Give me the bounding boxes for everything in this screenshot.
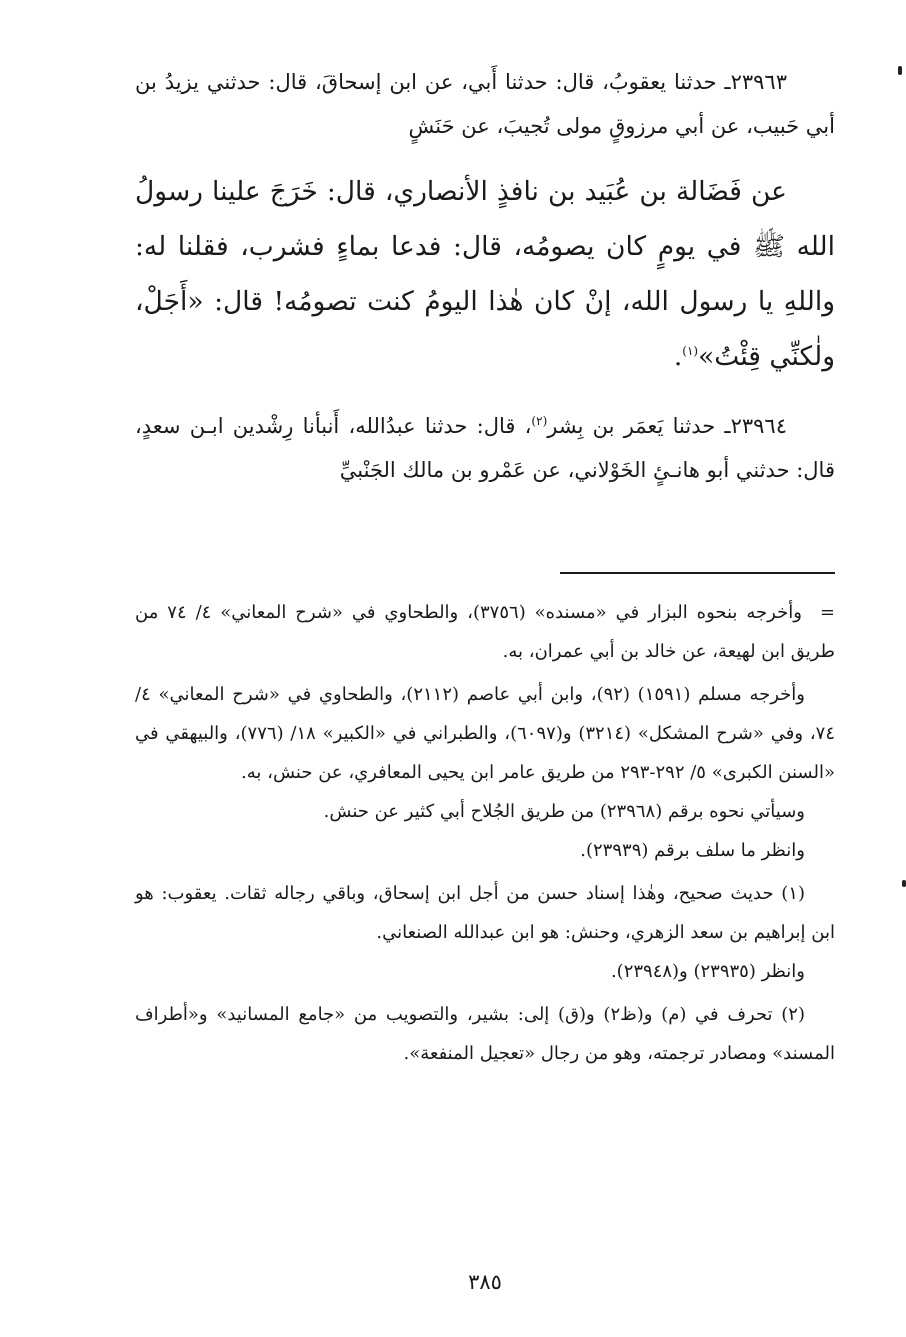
footnote-continuation-1 [135,593,835,671]
margin-mark [902,880,906,887]
footnote-continuation-line: وأخرجه بنحوه البزار في «مسنده» (٣٧٥٦)، والطحاوي في «شرح المعاني» ٤/ ٧٤ من طريق ابن لهيعة، عن خالد بن أبي عمران، به. [135,602,835,662]
hadith-23963-chain: ٢٣٩٦٣ـ حدثنا يعقوبُ، قال: حدثنا أَبي، عن ابن إسحاقَ، قال: حدثني يزيدُ بن أبي حَبيب، عن أبي مرزوقٍ مولى تُجيبَ، عن حَنَشٍ [135,70,835,138]
margin-mark [898,66,902,75]
page-number: ٣٨٥ [468,1270,502,1294]
footnote-mark-1: (١) [682,344,699,359]
hadith-23963-text [135,164,835,384]
footnote-divider [560,572,835,574]
footnote-1: (١) حديث صحيح، وهٰذا إسناد حسن من أجل ابن إسحاق، وباقي رجاله ثقات. يعقوب: هو ابن إبراهيم بن سعد الزهري، وحنش: هو ابن عبدالله الصنعاني. [135,883,835,943]
footnote-1-see-also: وانظر (٢٣٩٣٥) و(٢٣٩٤٨). [610,961,805,982]
footnote-continuation-3: وسيأتي نحوه برقم (٢٣٩٦٨) من طريق الجُلاح أبي كثير عن حنش. [323,801,805,822]
hadith-23963-matn: عن فَضَالة بن عُبَيد بن نافذٍ الأنصاري، قال: خَرَجَ علينا رسولُ الله ﷺ في يومٍ كان يصومُه، قال: فدعا بماءٍ فشرب، فقلنا له: واللهِ يا رسول الله، إنْ كان هٰذا اليومُ كنت تصومُه! قال: «أَجَلْ، ولٰكنِّي قِئْتُ» [135,176,835,372]
hadith-23963-end: . [673,341,683,372]
continuation-mark: = [819,602,835,623]
book-page [135,60,835,1294]
hadith-23964-chain [135,404,835,492]
hadith-23964-start: ٢٣٩٦٤ـ حدثنا يَعمَر بن بِشر [547,414,787,438]
footnote-2: (٢) تحرف في (م) و(ظ٢) و(ق) إلى: بشير، والتصويب من «جامع المسانيد» و«أطراف المسند» ومصادر ترجمته، وهو من رجال «تعجيل المنفعة». [135,1004,835,1064]
footnote-continuation-2: وأخرجه مسلم (١٥٩١) (٩٢)، وابن أبي عاصم (٢١١٢)، والطحاوي في «شرح المعاني» ٤/ ٧٤، وفي «شرح المشكل» (٣٢١٤) و(٦٠٩٧)، والطبراني في «الكبير» ١٨/ (٧٧٦)، والبيهقي في «السنن الكبرى» ٥/ ٢٩٢-٢٩٣ من طريق عامر ابن يحيى المعافري، عن حنش، به. [135,684,835,783]
footnote-continuation-4: وانظر ما سلف برقم (٢٣٩٣٩). [580,840,805,861]
hadith-23964-rest: ، قال: حدثنا عبدُالله، أَنبأنا رِشْدين ابـن سعدٍ، قال: حدثني أبو هانـئٍ الخَوْلاني، عن عَمْرو بن مالك الجَنْبيِّ [135,414,835,482]
footnote-mark-2: (٢) [531,414,548,428]
footnotes-section [135,593,835,1073]
